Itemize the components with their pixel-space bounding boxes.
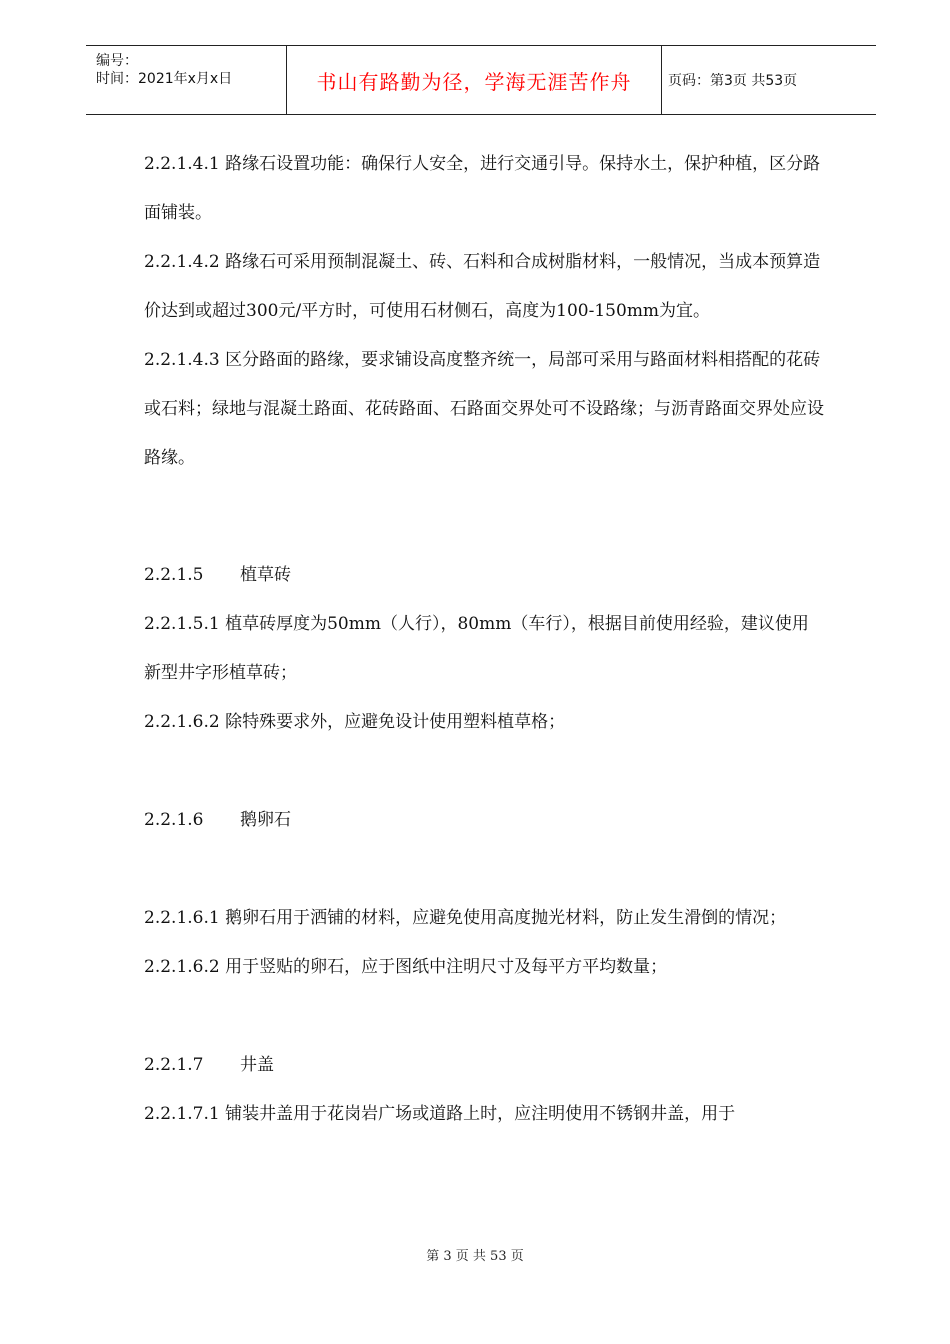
paragraph: 2.2.1.4.3 区分路面的路缘，要求铺设高度整齐统一，局部可采用与路面材料相搭配的花砖或石料；绿地与混凝土路面、花砖路面、石路面交界处可不设路缘；与沥青路面交界处应设路缘。 [144,350,824,468]
section-number: 2.2.1.7 [144,1055,204,1075]
document-body [144,140,824,1139]
header-meta [96,52,286,88]
section-title: 鹅卵石 [240,810,291,830]
section-heading [144,796,824,845]
page-header [86,45,876,115]
paragraph: 2.2.1.6.2 除特殊要求外，应避免设计使用塑料植草格； [144,712,566,732]
page-footer: 第 3 页 共 53 页 [426,1249,524,1264]
section-heading [144,551,824,600]
paragraph: 2.2.1.6.1 鹅卵石用于洒铺的材料，应避免使用高度抛光材料，防止发生滑倒的情况； [144,908,787,928]
paragraph: 2.2.1.4.1 路缘石设置功能：确保行人安全，进行交通引导。保持水土，保护种植，区分路面铺装。 [144,154,821,223]
section-title: 井盖 [240,1055,274,1075]
time-label: 时间：2021年x月x日 [96,71,233,87]
section-number: 2.2.1.6 [144,810,204,830]
section-title: 植草砖 [240,565,291,585]
paragraph: 2.2.1.7.1 铺装井盖用于花岗岩广场或道路上时，应注明使用不锈钢井盖，用于 [144,1104,736,1124]
paragraph: 2.2.1.6.2 用于竖贴的卵石，应于图纸中注明尺寸及每平方平均数量； [144,957,668,977]
serial-label: 编号： [96,53,138,69]
paragraph: 2.2.1.5.1 植草砖厚度为50mm（人行），80mm（车行），根据目前使用经验，建议使用新型井字形植草砖； [144,614,809,683]
section-number: 2.2.1.5 [144,565,204,585]
header-page-info: 页码：第3页 共53页 [668,73,798,89]
header-slogan: 书山有路勤为径，学海无涯苦作舟 [286,46,662,114]
section-heading [144,1041,824,1090]
paragraph: 2.2.1.4.2 路缘石可采用预制混凝土、砖、石料和合成树脂材料，一般情况，当成本预算造价达到或超过300元/平方时，可使用石材侧石，高度为100-150mm为宜。 [144,252,821,321]
